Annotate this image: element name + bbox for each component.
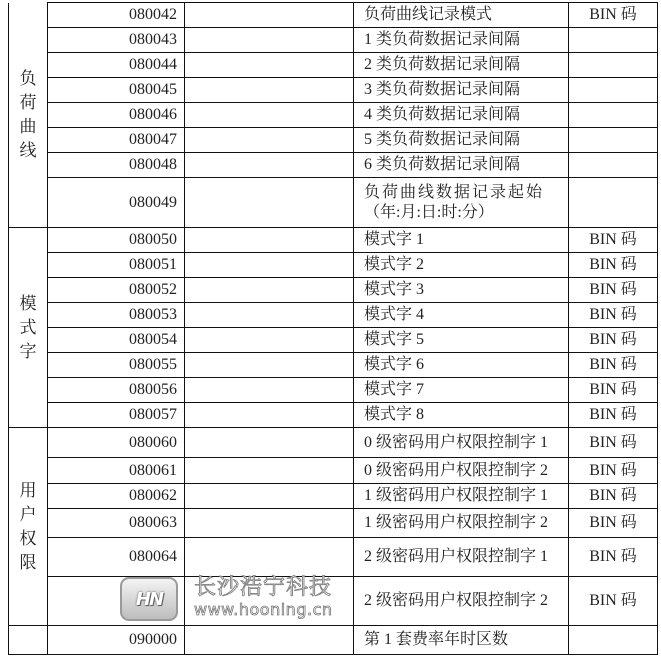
blank-cell bbox=[185, 78, 354, 103]
code-cell: 080049 bbox=[48, 178, 185, 228]
unit-cell: BIN 码 bbox=[569, 428, 658, 458]
blank-cell bbox=[185, 378, 354, 403]
table-row bbox=[9, 428, 658, 458]
unit-cell: BIN 码 bbox=[569, 353, 658, 378]
table-row bbox=[9, 278, 658, 303]
table-row bbox=[9, 484, 658, 509]
blank-cell bbox=[185, 303, 354, 328]
table-row bbox=[9, 378, 658, 403]
unit-cell: BIN 码 bbox=[569, 3, 658, 28]
name-cell: 0 级密码用户权限控制字 2 bbox=[354, 458, 569, 484]
table-row bbox=[9, 253, 658, 278]
table-row bbox=[9, 458, 658, 484]
blank-cell bbox=[185, 538, 354, 577]
name-cell: 1 类负荷数据记录间隔 bbox=[354, 28, 569, 53]
blank-cell bbox=[185, 128, 354, 153]
name-cell: 1 级密码用户权限控制字 2 bbox=[354, 509, 569, 538]
group-label: 模式字 bbox=[19, 293, 37, 361]
blank-cell bbox=[185, 353, 354, 378]
name-cell: 第 1 套费率年时区数 bbox=[354, 626, 569, 655]
unit-cell bbox=[569, 178, 658, 228]
unit-cell: BIN 码 bbox=[569, 228, 658, 253]
table-row bbox=[9, 128, 658, 153]
name-cell: 模式字 3 bbox=[354, 278, 569, 303]
unit-cell: BIN 码 bbox=[569, 458, 658, 484]
code-cell: 080061 bbox=[48, 458, 185, 484]
name-cell: 2 级密码用户权限控制字 2 bbox=[354, 577, 569, 626]
group-label: 负荷曲线 bbox=[19, 68, 37, 160]
code-cell: 080047 bbox=[48, 128, 185, 153]
table-row bbox=[9, 3, 658, 28]
code-cell: 080042 bbox=[48, 3, 185, 28]
code-cell: 080063 bbox=[48, 509, 185, 538]
name-cell: 模式字 2 bbox=[354, 253, 569, 278]
table-row bbox=[9, 78, 658, 103]
code-cell: 080055 bbox=[48, 353, 185, 378]
name-cell: 5 类负荷数据记录间隔 bbox=[354, 128, 569, 153]
unit-cell bbox=[569, 103, 658, 128]
data-table-container bbox=[8, 2, 657, 655]
code-cell: 080052 bbox=[48, 278, 185, 303]
name-cell: 模式字 8 bbox=[354, 403, 569, 428]
code-cell: 080064 bbox=[48, 538, 185, 577]
blank-cell bbox=[185, 228, 354, 253]
blank-cell bbox=[185, 509, 354, 538]
watermark-company-name: 长沙浩宁科技 bbox=[194, 575, 333, 600]
blank-cell bbox=[185, 103, 354, 128]
code-cell: 090000 bbox=[48, 626, 185, 655]
group-label-cell bbox=[9, 428, 48, 626]
name-cell: 模式字 4 bbox=[354, 303, 569, 328]
name-cell: 模式字 5 bbox=[354, 328, 569, 353]
name-cell bbox=[354, 178, 569, 228]
blank-cell bbox=[185, 153, 354, 178]
blank-cell bbox=[185, 577, 354, 626]
table-row bbox=[9, 353, 658, 378]
table-row bbox=[9, 577, 658, 626]
name-cell: 模式字 6 bbox=[354, 353, 569, 378]
blank-cell bbox=[185, 403, 354, 428]
name-cell: 4 类负荷数据记录间隔 bbox=[354, 103, 569, 128]
name-cell: 1 级密码用户权限控制字 1 bbox=[354, 484, 569, 509]
table-row bbox=[9, 28, 658, 53]
name-cell: 模式字 7 bbox=[354, 378, 569, 403]
name-line-1: 负荷曲线数据记录起始 bbox=[364, 183, 545, 201]
blank-cell bbox=[185, 626, 354, 655]
blank-cell bbox=[185, 328, 354, 353]
table-row bbox=[9, 303, 658, 328]
table-row bbox=[9, 53, 658, 78]
watermark-url: www.hooning.cn bbox=[194, 600, 333, 619]
unit-cell: BIN 码 bbox=[569, 509, 658, 538]
group-label-cell bbox=[9, 3, 48, 228]
unit-cell: BIN 码 bbox=[569, 253, 658, 278]
blank-cell bbox=[185, 484, 354, 509]
name-cell: 6 类负荷数据记录间隔 bbox=[354, 153, 569, 178]
unit-cell: BIN 码 bbox=[569, 378, 658, 403]
group-label: 用户权限 bbox=[19, 480, 37, 572]
table-row bbox=[9, 328, 658, 353]
code-cell: 080053 bbox=[48, 303, 185, 328]
code-cell: 080046 bbox=[48, 103, 185, 128]
code-cell: 080043 bbox=[48, 28, 185, 53]
code-cell: 080060 bbox=[48, 428, 185, 458]
unit-cell: BIN 码 bbox=[569, 403, 658, 428]
code-cell: 080056 bbox=[48, 378, 185, 403]
blank-cell bbox=[185, 28, 354, 53]
table-row bbox=[9, 509, 658, 538]
blank-cell bbox=[185, 278, 354, 303]
unit-cell bbox=[569, 128, 658, 153]
name-cell: 0 级密码用户权限控制字 1 bbox=[354, 428, 569, 458]
group-label-cell bbox=[9, 626, 48, 655]
table-row bbox=[9, 178, 658, 228]
blank-cell bbox=[185, 458, 354, 484]
code-cell: 080051 bbox=[48, 253, 185, 278]
table-row bbox=[9, 228, 658, 253]
unit-cell bbox=[569, 626, 658, 655]
name-cell: 模式字 1 bbox=[354, 228, 569, 253]
name-cell: 负荷曲线记录模式 bbox=[354, 3, 569, 28]
code-cell: 080044 bbox=[48, 53, 185, 78]
table-row bbox=[9, 153, 658, 178]
code-cell: 080050 bbox=[48, 228, 185, 253]
name-cell: 2 类负荷数据记录间隔 bbox=[354, 53, 569, 78]
logo-text: HN bbox=[135, 588, 163, 610]
blank-cell bbox=[185, 53, 354, 78]
table-row bbox=[9, 538, 658, 577]
code-cell: 080062 bbox=[48, 484, 185, 509]
blank-cell bbox=[185, 3, 354, 28]
unit-cell bbox=[569, 153, 658, 178]
unit-cell bbox=[569, 53, 658, 78]
blank-cell bbox=[185, 178, 354, 228]
unit-cell: BIN 码 bbox=[569, 538, 658, 577]
code-cell: 080045 bbox=[48, 78, 185, 103]
group-label-cell bbox=[9, 228, 48, 428]
blank-cell bbox=[185, 428, 354, 458]
table-row bbox=[9, 626, 658, 655]
unit-cell bbox=[569, 28, 658, 53]
blank-cell bbox=[185, 253, 354, 278]
code-cell bbox=[48, 577, 185, 626]
unit-cell bbox=[569, 78, 658, 103]
unit-cell: BIN 码 bbox=[569, 328, 658, 353]
parameter-table bbox=[8, 2, 658, 655]
code-cell: 080054 bbox=[48, 328, 185, 353]
name-cell: 2 级密码用户权限控制字 1 bbox=[354, 538, 569, 577]
unit-cell: BIN 码 bbox=[569, 303, 658, 328]
unit-cell: BIN 码 bbox=[569, 577, 658, 626]
code-cell: 080057 bbox=[48, 403, 185, 428]
unit-cell: BIN 码 bbox=[569, 484, 658, 509]
name-cell: 3 类负荷数据记录间隔 bbox=[354, 78, 569, 103]
code-cell: 080048 bbox=[48, 153, 185, 178]
name-line-2: （年:月:日:时:分） bbox=[364, 203, 494, 221]
table-row bbox=[9, 403, 658, 428]
table-row bbox=[9, 103, 658, 128]
unit-cell: BIN 码 bbox=[569, 278, 658, 303]
